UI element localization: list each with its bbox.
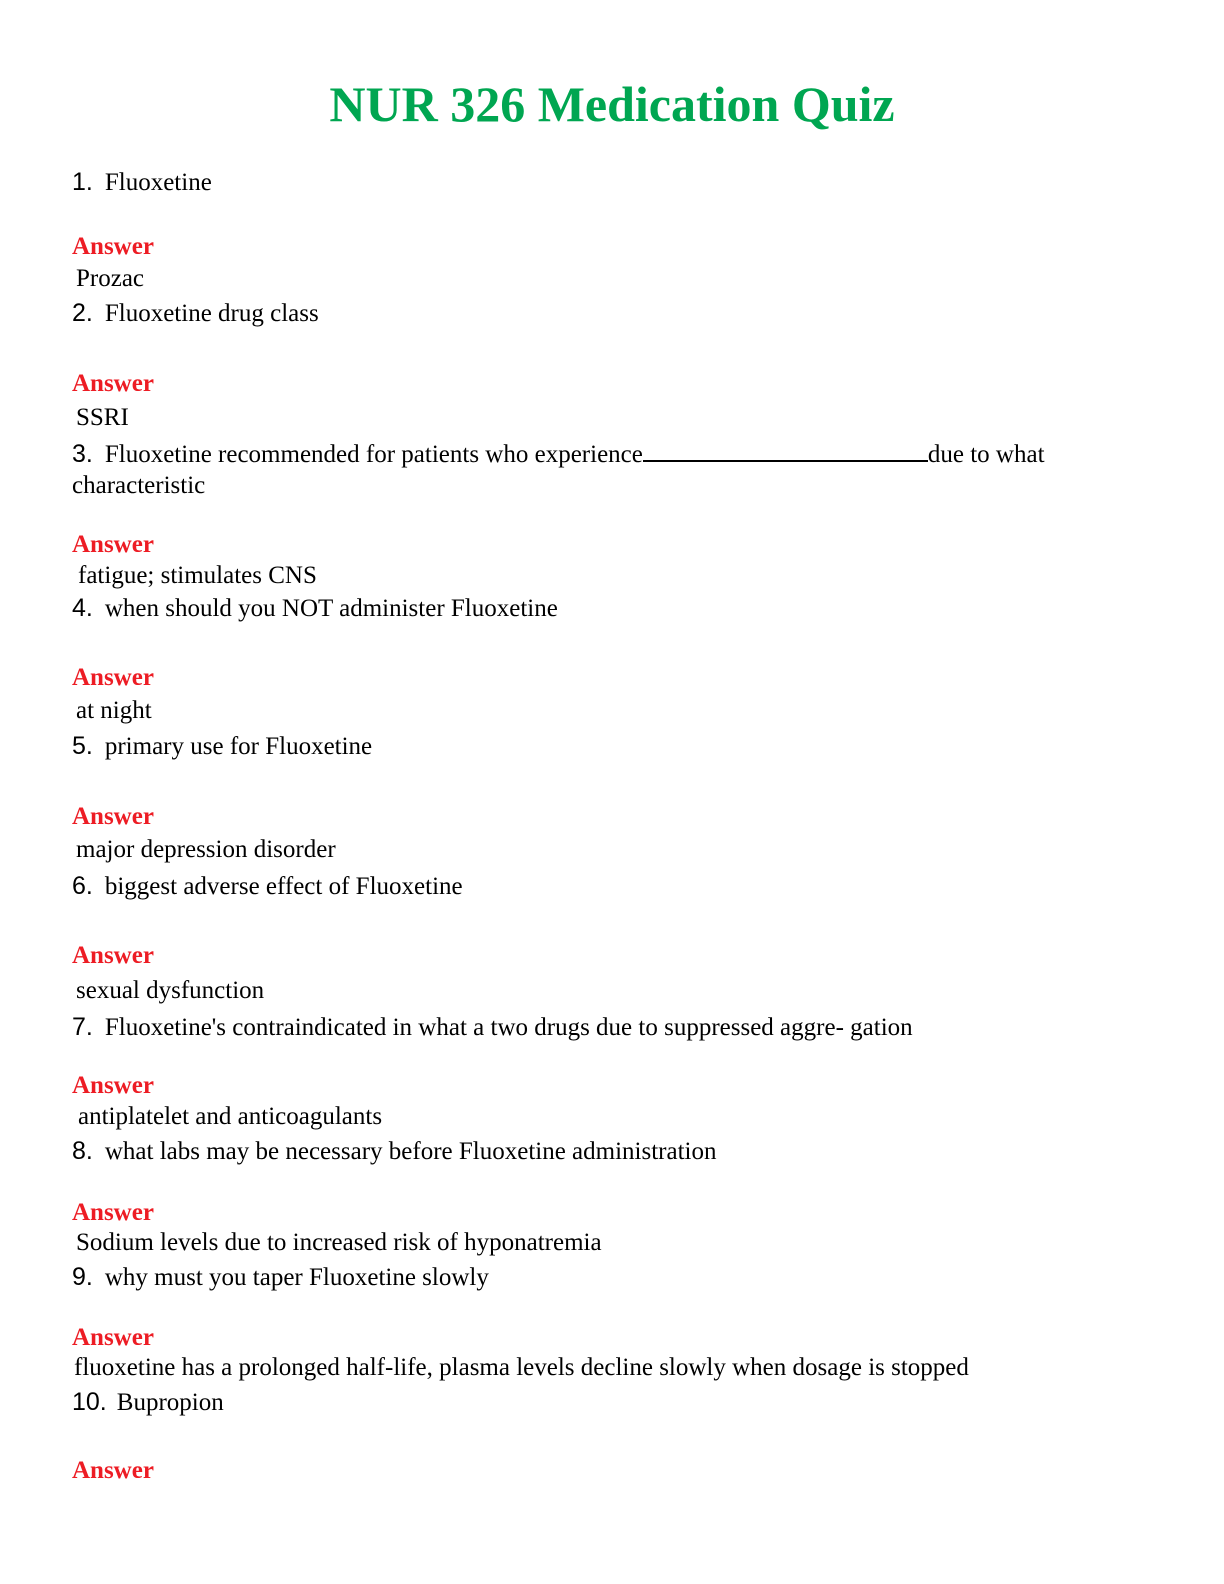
answer-text: SSRI [76, 404, 129, 431]
answer-label: Answer [72, 531, 154, 558]
question-text-continued: due to what characteristic [72, 441, 1045, 499]
question-number: 4. [72, 594, 93, 622]
answer-label: Answer [72, 1324, 154, 1351]
answer-text: Sodium levels due to increased risk of hyponatremia [76, 1229, 602, 1256]
answer-label: Answer [72, 803, 154, 830]
question-text: when should you NOT administer Fluoxetine [104, 595, 558, 622]
answer-text: at night [76, 697, 152, 724]
question-text: what labs may be necessary before Fluoxetine administration [104, 1138, 717, 1165]
question-3 [72, 439, 1152, 501]
question-text: Bupropion [116, 1389, 224, 1416]
answer-text: Prozac [76, 265, 145, 292]
question-6 [72, 871, 1152, 902]
question-number: 3. [72, 440, 93, 468]
question-9 [72, 1262, 1152, 1293]
question-8 [72, 1136, 1152, 1167]
question-number: 8. [72, 1137, 93, 1165]
fill-in-blank [643, 440, 928, 462]
answer-text: fatigue; stimulates CNS [78, 562, 317, 589]
question-number: 9. [72, 1263, 93, 1291]
answer-label: Answer [72, 664, 154, 691]
question-text: why must you taper Fluoxetine slowly [104, 1264, 489, 1291]
question-10 [72, 1387, 1152, 1418]
question-number: 7. [72, 1013, 93, 1041]
answer-label: Answer [72, 942, 154, 969]
answer-text: antiplatelet and anticoagulants [78, 1103, 383, 1130]
question-text: Fluoxetine's contraindicated in what a two drugs due to suppressed aggre- gation [104, 1014, 913, 1041]
page-title: NUR 326 Medication Quiz [329, 76, 895, 132]
question-number: 1. [72, 168, 93, 196]
answer-label: Answer [72, 1072, 154, 1099]
answer-text: fluoxetine has a prolonged half-life, plasma levels decline slowly when dosage is stopped [74, 1354, 969, 1381]
question-2 [72, 298, 1152, 329]
answer-label: Answer [72, 370, 154, 397]
question-text: Fluoxetine drug class [104, 300, 319, 327]
answer-label: Answer [72, 1199, 154, 1226]
question-number: 10. [72, 1388, 107, 1416]
question-number: 2. [72, 299, 93, 327]
question-1 [72, 167, 1152, 198]
question-4 [72, 593, 1152, 624]
answer-text: sexual dysfunction [76, 977, 265, 1004]
question-text: biggest adverse effect of Fluoxetine [104, 873, 463, 900]
question-text: Fluoxetine [104, 169, 212, 196]
question-text: Fluoxetine recommended for patients who experience [104, 441, 643, 468]
answer-label: Answer [72, 1457, 154, 1484]
question-number: 5. [72, 732, 93, 760]
answer-text: major depression disorder [76, 836, 336, 863]
question-7 [72, 1012, 1152, 1043]
question-5 [72, 731, 1152, 762]
question-number: 6. [72, 872, 93, 900]
question-text: primary use for Fluoxetine [104, 733, 373, 760]
answer-label: Answer [72, 233, 154, 260]
